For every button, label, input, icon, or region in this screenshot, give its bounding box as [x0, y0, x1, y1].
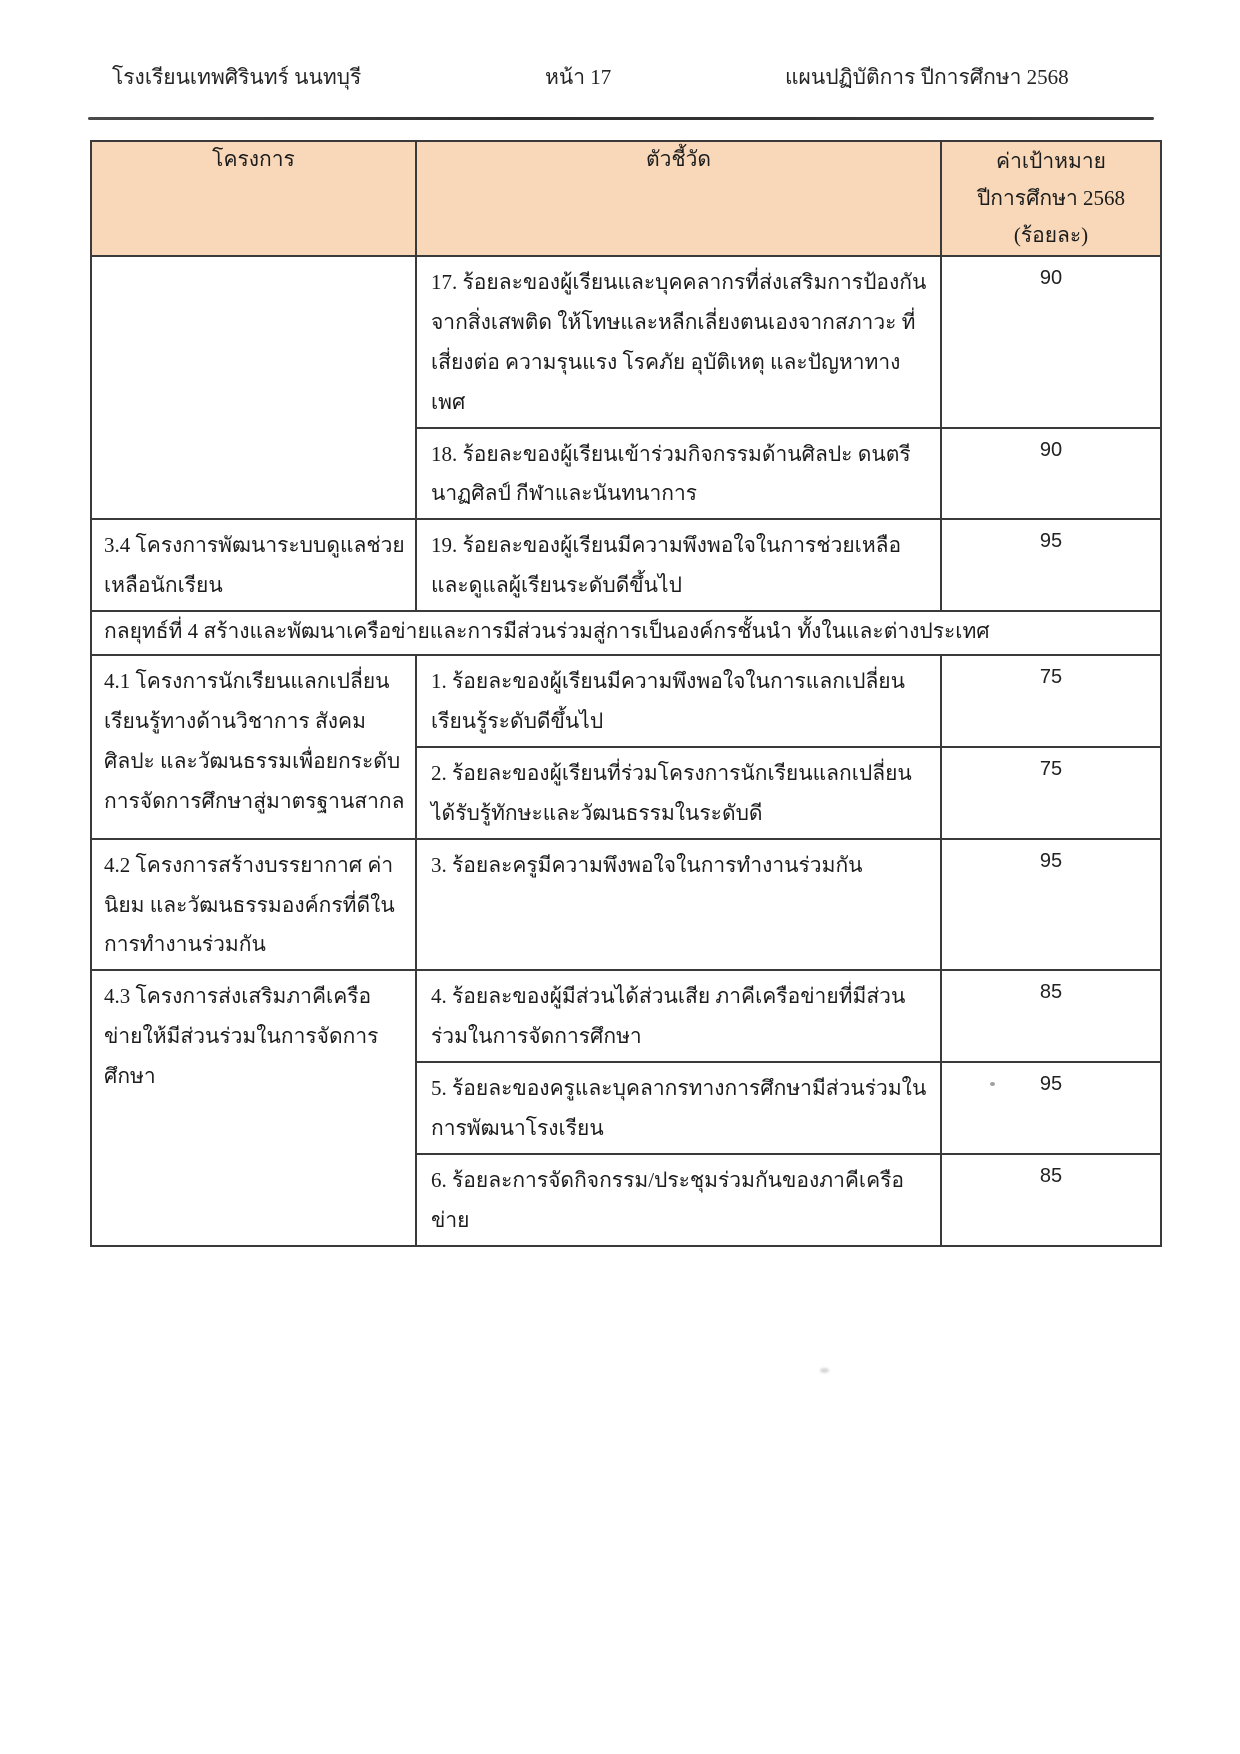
column-header-target [941, 141, 1161, 256]
target-cell: 75 [941, 747, 1161, 839]
project-cell-continued [91, 256, 416, 519]
indicators-table [90, 140, 1162, 1247]
strategy-4-label: กลยุทธ์ที่ 4 สร้างและพัฒนาเครือข่ายและการมีส่วนร่วมสู่การเป็นองค์กรชั้นนำ ทั้งในและต่างประเทศ [91, 611, 1161, 655]
project-cell-4-2: 4.2 โครงการสร้างบรรยากาศ ค่านิยม และวัฒนธรรมองค์กรที่ดีในการทำงานร่วมกัน [91, 839, 416, 971]
table-row [91, 839, 1161, 971]
table-header-row [91, 141, 1161, 256]
table-row [91, 655, 1161, 747]
target-cell: 85 [941, 970, 1161, 1062]
header-school-name: โรงเรียนเทพศิรินทร์ นนทบุรี [112, 65, 362, 89]
table-row [91, 256, 1161, 428]
target-cell: 95 [941, 839, 1161, 971]
target-header-line-3: (ร้อยละ) [1013, 222, 1089, 247]
indicator-cell: 6. ร้อยละการจัดกิจกรรม/ประชุมร่วมกันของภาคีเครือข่าย [416, 1154, 941, 1246]
target-header-line-2: ปีการศึกษา 2568 [976, 185, 1126, 210]
target-cell: 95 [941, 519, 1161, 611]
header-document-title: แผนปฏิบัติการ ปีการศึกษา 2568 [785, 65, 1069, 89]
target-header-line-1: ค่าเป้าหมาย [996, 149, 1106, 173]
indicator-cell: 5. ร้อยละของครูและบุคลากรทางการศึกษามีส่วนร่วมในการพัฒนาโรงเรียน [416, 1062, 941, 1154]
column-header-indicator: ตัวชี้วัด [416, 141, 941, 256]
project-cell-4-1: 4.1 โครงการนักเรียนแลกเปลี่ยนเรียนรู้ทางด้านวิชาการ สังคม ศิลปะ และวัฒนธรรมเพื่อยกระดับการจัดการศึกษาสู่มาตรฐานสากล [91, 655, 416, 839]
project-cell-4-3: 4.3 โครงการส่งเสริมภาคีเครือข่ายให้มีส่วนร่วมในการจัดการศึกษา [91, 970, 416, 1245]
target-cell: 75 [941, 655, 1161, 747]
indicator-cell: 17. ร้อยละของผู้เรียนและบุคคลากรที่ส่งเสริมการป้องกันจากสิ่งเสพติด ให้โทษและหลีกเลี่ยงตนเองจากสภาวะ ที่เสี่ยงต่อ ความรุนแรง โรคภัย อุบัติเหตุ และปัญหาทางเพศ [416, 256, 941, 428]
scan-artifact-smudge [820, 1368, 829, 1373]
target-cell: 90 [941, 428, 1161, 520]
target-cell: 85 [941, 1154, 1161, 1246]
target-cell: 90 [941, 256, 1161, 428]
table-row [91, 970, 1161, 1062]
table-row [91, 519, 1161, 611]
indicator-cell: 19. ร้อยละของผู้เรียนมีความพึงพอใจในการช่วยเหลือและดูแลผู้เรียนระดับดีขึ้นไป [416, 519, 941, 611]
column-header-project: โครงการ [91, 141, 416, 256]
header-page-number: หน้า 17 [545, 65, 612, 89]
header-divider-line [88, 117, 1154, 120]
indicator-cell: 1. ร้อยละของผู้เรียนมีความพึงพอใจในการแลกเปลี่ยนเรียนรู้ระดับดีขึ้นไป [416, 655, 941, 747]
project-cell-3-4: 3.4 โครงการพัฒนาระบบดูแลช่วยเหลือนักเรียน [91, 519, 416, 611]
indicator-cell: 2. ร้อยละของผู้เรียนที่ร่วมโครงการนักเรียนแลกเปลี่ยนได้รับรู้ทักษะและวัฒนธรรมในระดับดี [416, 747, 941, 839]
target-cell: 95 [941, 1062, 1161, 1154]
scan-artifact-dot [990, 1082, 995, 1086]
strategy-banner-row [91, 611, 1161, 655]
indicator-cell: 3. ร้อยละครูมีความพึงพอใจในการทำงานร่วมกัน [416, 839, 941, 971]
indicator-cell: 4. ร้อยละของผู้มีส่วนได้ส่วนเสีย ภาคีเครือข่ายที่มีส่วนร่วมในการจัดการศึกษา [416, 970, 941, 1062]
indicator-cell: 18. ร้อยละของผู้เรียนเข้าร่วมกิจกรรมด้านศิลปะ ดนตรี นาฏศิลป์ กีฬาและนันทนาการ [416, 428, 941, 520]
